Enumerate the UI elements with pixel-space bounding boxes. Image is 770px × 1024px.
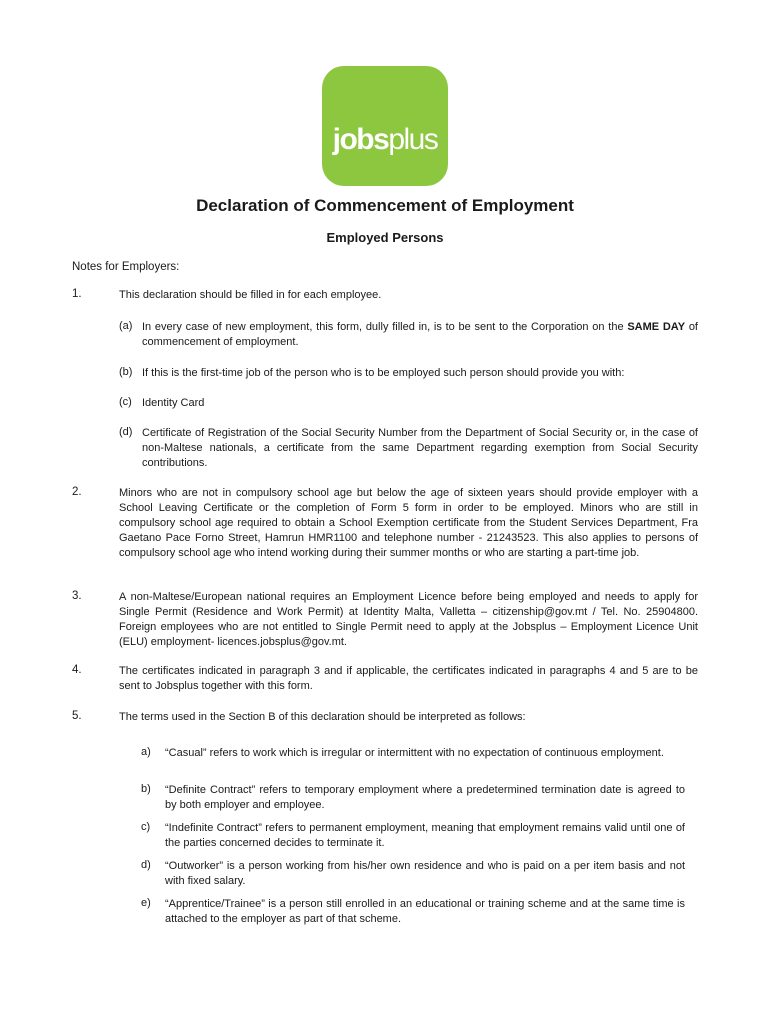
item-number-5: 5. xyxy=(72,710,82,722)
definition-text-outworker: “Outworker” is a person working from his/her own residence and who is paid on a per item basis and not with fixed salary. xyxy=(165,860,685,887)
definition-text-definite-contract: “Definite Contract” refers to temporary employment where a predetermined termination date is agreed to by both employer and employee. xyxy=(165,784,685,811)
definition-letter-e: e) xyxy=(141,897,151,909)
sub-item-letter-c: (c) xyxy=(119,396,132,408)
sub-item-text-c: Identity Card xyxy=(142,397,205,409)
sub-item-letter-d: (d) xyxy=(119,426,133,438)
item-number-4: 4. xyxy=(72,664,82,676)
jobsplus-logo xyxy=(322,66,448,186)
logo-text-bold: jobs xyxy=(332,123,389,156)
same-day-emphasis: SAME DAY xyxy=(627,321,686,333)
item-text-2: Minors who are not in compulsory school age but below the age of sixteen years should provide employer with a School Leaving Certificate or the completion of Form 5 form in order to be employed. Minors who are still in compulsory school age required to obtain a School Exemption certificate from the Student Services Department, Fra Gaetano Pace Forno Street, Hamrun HMR1100 and telephone number - 21243523. This also applies to persons of compulsory school age who intend working during their summer months or who are starting a part-time job. xyxy=(119,487,698,559)
sub-item-text-a xyxy=(142,320,698,350)
definition-letter-d: d) xyxy=(141,859,151,871)
sub-item-text-b: If this is the first-time job of the person who is to be employed such person should provide you with: xyxy=(142,367,625,379)
definition-letter-c: c) xyxy=(141,821,151,833)
sub-item-text-a-after: of commencement of employment. xyxy=(142,321,698,348)
item-number-2: 2. xyxy=(72,486,82,498)
definition-letter-b: b) xyxy=(141,783,151,795)
item-number-3: 3. xyxy=(72,590,82,602)
item-text-3: A non-Maltese/European national requires an Employment Licence before being employed and needs to apply for Single Permit (Residence and Work Permit) at Identity Malta, Valletta – citizenship@gov.mt / Tel. No. 25904800. Foreign employees who are not entitled to Single Permit need to apply at the Jobsplus – Employment Licence Unit (ELU) employment- licences.jobsplus@gov.mt. xyxy=(119,591,698,648)
document-title: Declaration of Commencement of Employment xyxy=(196,196,574,215)
definition-text-casual: “Casual” refers to work which is irregular or intermittent with no expectation of continuous employment. xyxy=(165,747,664,759)
sub-item-letter-a: (a) xyxy=(119,320,133,332)
definition-letter-a: a) xyxy=(141,746,151,758)
item-text-1: This declaration should be filled in for each employee. xyxy=(119,289,382,301)
logo-text xyxy=(322,123,448,157)
document-subtitle: Employed Persons xyxy=(326,230,444,245)
definition-text-apprentice-trainee: “Apprentice/Trainee” is a person still enrolled in an educational or training scheme and at the same time is attached to the employer as part of that scheme. xyxy=(165,898,685,925)
logo-text-regular: plus xyxy=(388,123,438,156)
notes-label: Notes for Employers: xyxy=(72,261,180,273)
sub-item-text-d: Certificate of Registration of the Social Security Number from the Department of Social Security or, in the case of non-Maltese nationals, a certificate from the same Department regarding exemption from Social Security contributions. xyxy=(142,427,698,469)
item-text-4: The certificates indicated in paragraph 3 and if applicable, the certificates indicated in paragraphs 4 and 5 are to be sent to Jobsplus together with this form. xyxy=(119,665,698,692)
item-text-5: The terms used in the Section B of this declaration should be interpreted as follows: xyxy=(119,711,526,723)
definition-text-indefinite-contract: “Indefinite Contract” refers to permanent employment, meaning that employment remains valid until one of the parties concerned decides to terminate it. xyxy=(165,822,685,849)
item-number-1: 1. xyxy=(72,288,82,300)
sub-item-letter-b: (b) xyxy=(119,366,133,378)
sub-item-text-a-before: In every case of new employment, this form, dully filled in, is to be sent to the Corporation on the xyxy=(142,321,628,333)
